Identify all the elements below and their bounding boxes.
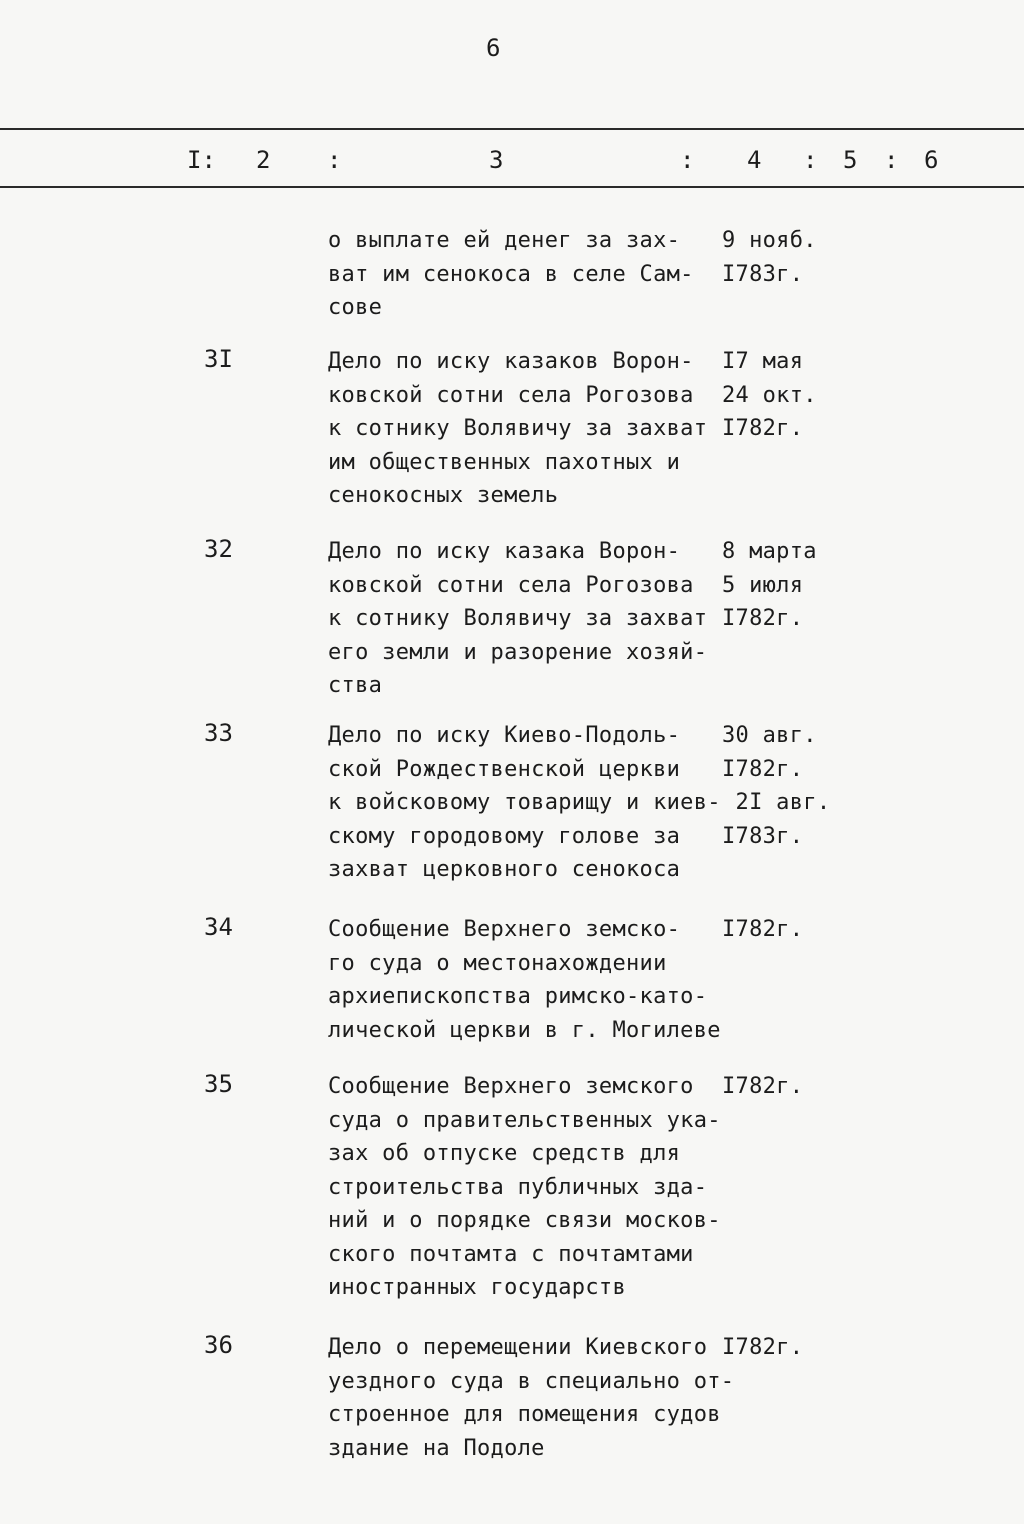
entry-description	[328, 913, 721, 1047]
column-separator: :	[327, 146, 342, 174]
entry-description	[328, 1070, 721, 1305]
date-line: I783г.	[722, 823, 804, 849]
description-line: сенокосных земель	[328, 483, 559, 508]
date-line: I7 мая	[722, 349, 804, 374]
column-header-4: 4	[747, 146, 762, 174]
entry-number: 32	[204, 535, 233, 563]
entry-description	[328, 345, 707, 513]
date-line: I782г.	[722, 756, 804, 782]
description-line: Дело о перемещении Киевского	[328, 1335, 708, 1360]
column-header-5: 5	[843, 146, 858, 174]
description-line: к войсковому товарищу и киев-	[328, 790, 721, 815]
date-line: I782г.	[722, 1074, 804, 1099]
description-line: Дело по иску казака Ворон-	[328, 539, 681, 564]
column-header-1: I:	[187, 146, 216, 174]
description-line: к сотнику Волявичу за захват	[328, 416, 708, 441]
description-line: строенное для помещения судов	[328, 1402, 721, 1427]
description-line: ской Рождественской церкви	[328, 756, 681, 782]
description-line: скому городовому голове за	[328, 823, 681, 849]
description-line: ват им сенокоса в селе Сам-	[328, 261, 694, 287]
header-rule-bottom	[0, 186, 1024, 188]
column-header-2: 2	[256, 146, 271, 174]
description-line: Сообщение Верхнего земского	[328, 1074, 694, 1099]
description-line: Дело по иску Киево-Подоль-	[328, 723, 681, 748]
entry-number: 35	[204, 1070, 233, 1098]
description-line: архиепископства римско-като-	[328, 984, 708, 1009]
date-line: I782г.	[722, 1335, 804, 1360]
description-line: зах об отпуске средств для	[328, 1141, 681, 1166]
description-line: Сообщение Верхнего земско-	[328, 917, 681, 942]
entry-description	[328, 719, 721, 887]
description-line: здание на Подоле	[328, 1435, 545, 1461]
date-line: 9 нояб.	[722, 228, 817, 253]
date-line: I782г.	[722, 416, 804, 441]
entry-number: 36	[204, 1331, 233, 1359]
entry-dates	[722, 1331, 803, 1365]
entry-description	[328, 224, 694, 325]
date-line: 30 авг.	[722, 723, 817, 748]
description-line: иностранных государств	[328, 1275, 626, 1300]
description-line: о выплате ей денег за зах-	[328, 228, 681, 253]
entry-dates	[722, 913, 803, 947]
date-line: 24 окт.	[722, 382, 817, 408]
entry-dates	[722, 535, 817, 636]
date-line: I783г.	[722, 261, 804, 287]
description-line: ского почтамта с почтамтами	[328, 1241, 694, 1267]
description-line: ний и о порядке связи москов-	[328, 1208, 721, 1233]
date-line: 8 марта	[722, 539, 817, 564]
description-line: ства	[328, 673, 383, 698]
entry-number: 33	[204, 719, 233, 747]
column-header-6: 6	[924, 146, 939, 174]
date-line: I782г.	[722, 606, 804, 631]
column-separator: :	[803, 146, 818, 174]
column-separator: :	[680, 146, 695, 174]
description-line: суда о правительственных ука-	[328, 1107, 721, 1133]
description-line: сове	[328, 295, 383, 320]
header-rule-top	[0, 128, 1024, 130]
description-line: к сотнику Волявичу за захват	[328, 606, 708, 631]
entry-number: 3I	[204, 345, 233, 373]
description-line: его земли и разорение хозяй-	[328, 639, 708, 665]
date-line: 2I авг.	[722, 790, 831, 815]
description-line: им общественных пахотных и	[328, 449, 681, 475]
description-line: ковской сотни села Рогозова	[328, 382, 694, 408]
entry-dates	[722, 224, 817, 291]
entry-dates	[722, 1070, 803, 1104]
date-line: I782г.	[722, 917, 804, 942]
entry-dates	[722, 345, 817, 446]
description-line: уездного суда в специально от-	[328, 1368, 735, 1394]
description-line: лической церкви в г. Могилеве	[328, 1017, 721, 1043]
column-header-3: 3	[489, 146, 504, 174]
description-line: Дело по иску казаков Ворон-	[328, 349, 694, 374]
column-separator: :	[884, 146, 899, 174]
date-line: 5 июля	[722, 572, 804, 598]
description-line: захват церковного сенокоса	[328, 857, 681, 882]
description-line: го суда о местонахождении	[328, 950, 667, 976]
description-line: ковской сотни села Рогозова	[328, 572, 694, 598]
page-number: 6	[486, 34, 501, 62]
entry-description	[328, 535, 707, 703]
entry-description	[328, 1331, 734, 1465]
entry-dates	[722, 719, 830, 853]
description-line: строительства публичных зда-	[328, 1174, 708, 1200]
entry-number: 34	[204, 913, 233, 941]
